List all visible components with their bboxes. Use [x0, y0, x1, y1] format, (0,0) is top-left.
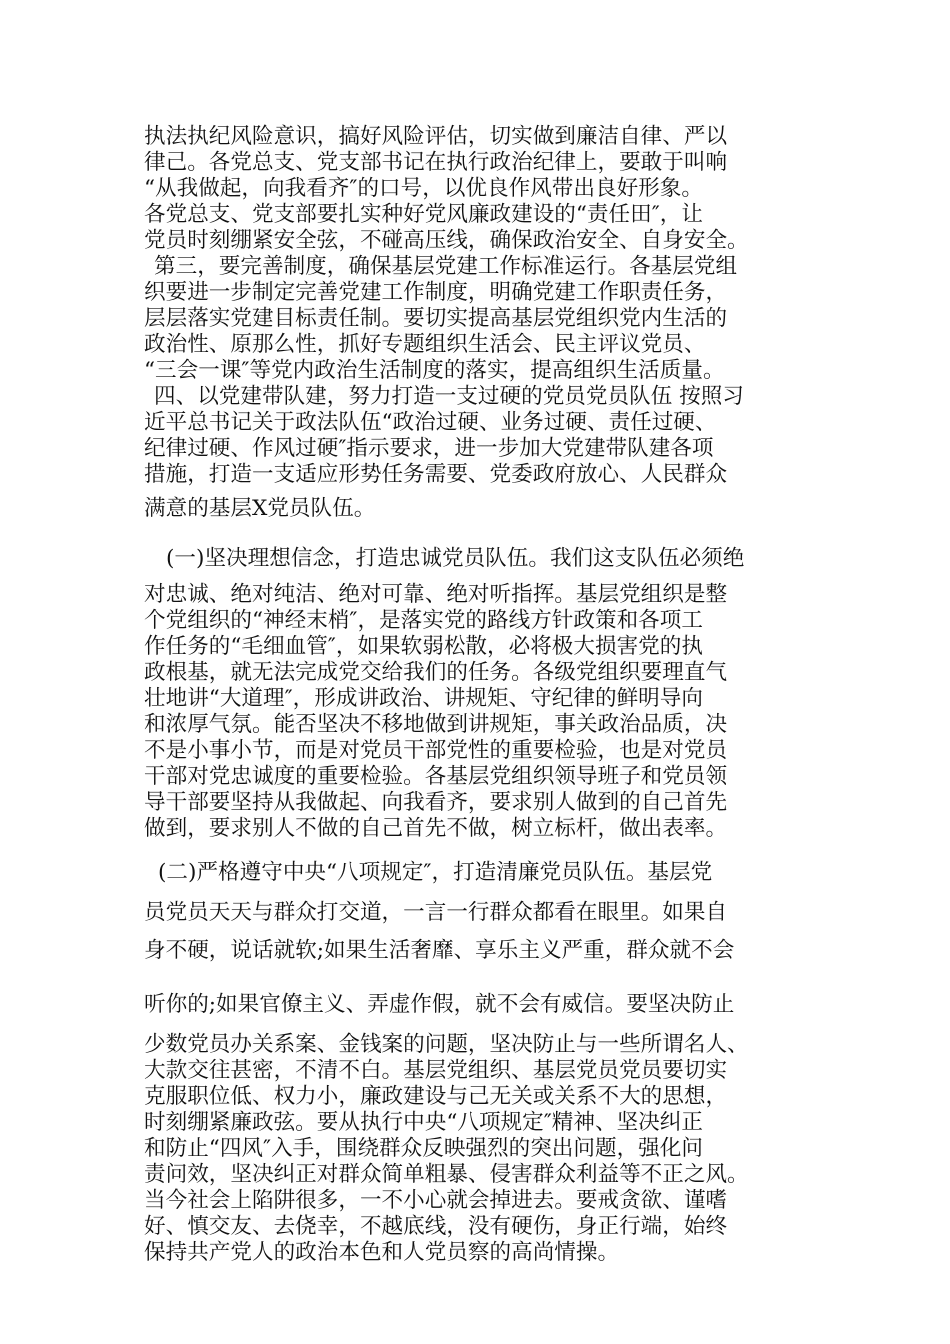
section-heading-line: 四、以党建带队建，努力打造一支过硬的党员党员队伍 按照习	[154, 384, 744, 409]
paragraph-line: 克服职位低、权力小，廉政建设与己无关或关系不大的思想，	[144, 1084, 728, 1109]
section-heading-line: 第三，要完善制度，确保基层党建工作标准运行。各基层党组	[154, 254, 738, 279]
paragraph-line: 少数党员办关系案、金钱案的问题，坚决防止与一些所谓名人、	[144, 1032, 749, 1057]
paragraph-line: 时刻绷紧廉政弦。要从执行中央“八项规定″精神、坚决纠正	[144, 1110, 703, 1135]
paragraph-line: 壮地讲“大道理″，形成讲政治、讲规矩、守纪律的鲜明导向	[144, 686, 703, 711]
paragraph-line: 做到，要求别人不做的自己首先不做，树立标杆，做出表率。	[144, 816, 728, 841]
paragraph-line: 听你的;如果官僚主义、弄虚作假，就不会有威信。要坚决防止	[144, 992, 735, 1017]
paragraph-line: 近平总书记关于政法队伍“政治过硬、业务过硬、责任过硬、	[144, 410, 717, 435]
paragraph-line: 干部对党忠诚度的重要检验。各基层党组织领导班子和党员领	[144, 764, 728, 789]
paragraph-line: 作任务的“毛细血管″，如果软弱松散，必将极大损害党的执	[144, 634, 703, 659]
subsection-heading-line: (二)严格遵守中央“八项规定″，打造清廉党员队伍。基层党	[158, 860, 713, 885]
paragraph-line: 织要进一步制定完善党建工作制度，明确党建工作职责任务，	[144, 280, 728, 305]
paragraph-line: 政根基，就无法完成党交给我们的任务。各级党组织要理直气	[144, 660, 728, 685]
paragraph-line: “三会一课″等党内政治生活制度的落实，提高组织生活质量。	[144, 358, 725, 383]
paragraph-line: 层层落实党建目标责任制。要切实提高基层党组织党内生活的	[144, 306, 728, 331]
subsection-heading-line: (一)坚决理想信念，打造忠诚党员队伍。我们这支队伍必须绝	[166, 546, 745, 571]
paragraph-line: 纪律过硬、作风过硬″指示要求，进一步加大党建带队建各项	[144, 436, 714, 461]
paragraph-line: 保持共产党人的政治本色和人党员察的高尚情操。	[144, 1240, 620, 1265]
paragraph-line: 身不硬，说话就软;如果生活奢靡、享乐主义严重，群众就不会	[144, 938, 735, 963]
paragraph-line: 党员时刻绷紧安全弦，不碰高压线，确保政治安全、自身安全。	[144, 228, 749, 253]
paragraph-line: 大款交往甚密，不清不白。基层党组织、基层党员党员要切实	[144, 1058, 728, 1083]
paragraph-line: 和浓厚气氛。能否坚决不移地做到讲规矩，事关政治品质，决	[144, 712, 728, 737]
paragraph-line: 好、慎交友、去侥幸，不越底线，没有硬伤，身正行端，始终	[144, 1214, 728, 1239]
paragraph-line: 措施，打造一支适应形势任务需要、党委政府放心、人民群众	[144, 462, 728, 487]
paragraph-line: 导干部要坚持从我做起、向我看齐，要求别人做到的自己首先	[144, 790, 728, 815]
paragraph-line: 个党组织的“神经末梢″，是落实党的路线方针政策和各项工	[144, 608, 703, 633]
paragraph-line: 当今社会上陷阱很多，一不小心就会掉进去。要戒贪欲、谨嗜	[144, 1188, 728, 1213]
paragraph-line: 对忠诚、绝对纯洁、绝对可靠、绝对听指挥。基层党组织是整	[144, 582, 728, 607]
paragraph-line: 满意的基层X党员队伍。	[144, 496, 376, 521]
paragraph-line: 律己。各党总支、党支部书记在执行政治纪律上，要敢于叫响	[144, 150, 728, 175]
paragraph-line: 和防止“四风″入手，围绕群众反映强烈的突出问题，强化问	[144, 1136, 703, 1161]
paragraph-line: “从我做起，向我看齐″的口号，以优良作风带出良好形象。	[144, 176, 703, 201]
paragraph-line: 员党员天天与群众打交道，一言一行群众都看在眼里。如果自	[144, 900, 728, 925]
paragraph-line: 各党总支、党支部要扎实种好党风廉政建设的“责任田″，让	[144, 202, 703, 227]
paragraph-line: 责问效，坚决纠正对群众简单粗暴、侵害群众利益等不正之风。	[144, 1162, 749, 1187]
paragraph-line: 政治性、原那么性，抓好专题组织生活会、民主评议党员、	[144, 332, 706, 357]
paragraph-line: 不是小事小节，而是对党员干部党性的重要检验，也是对党员	[144, 738, 728, 763]
paragraph-line: 执法执纪风险意识，搞好风险评估，切实做到廉洁自律、严以	[144, 124, 728, 149]
